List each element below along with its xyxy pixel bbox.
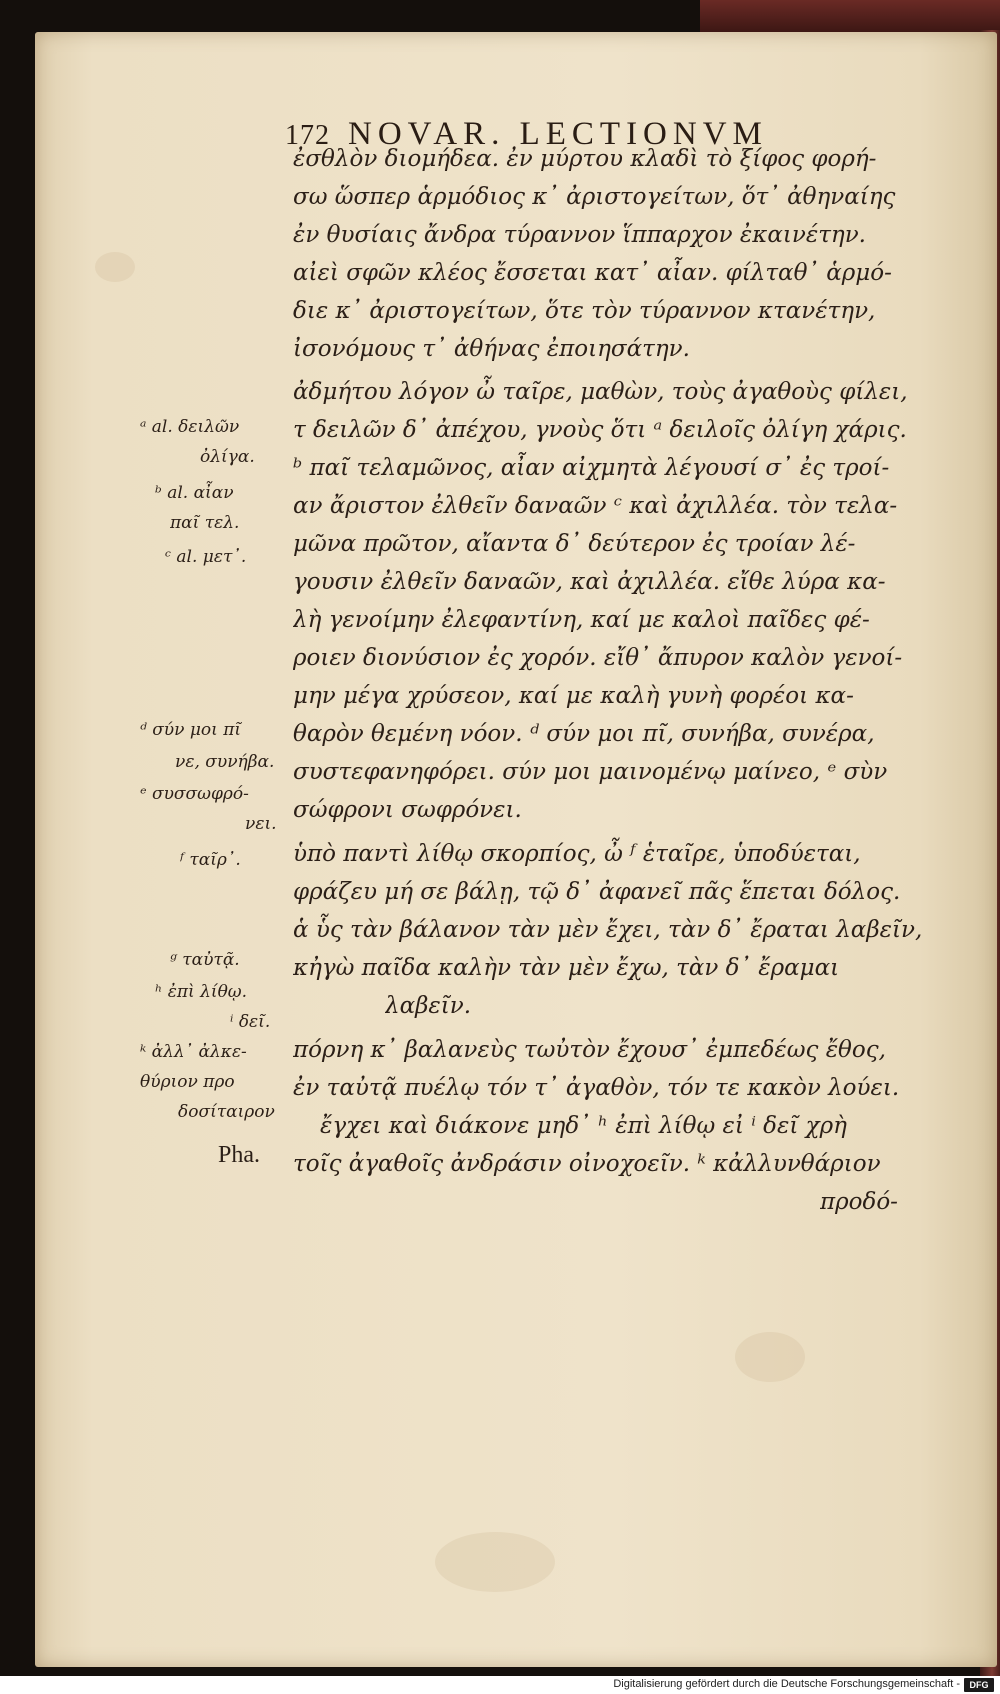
text-line: ἔγχει καὶ διάκονε μηδ᾽ ʰ ἐπὶ λίθῳ εἰ ⁱ δεῖ χρὴ bbox=[320, 1113, 847, 1139]
margin-note: ʰ ἐπὶ λίθῳ. bbox=[155, 982, 248, 1002]
text-line: ἐν θυσίαις ἄνδρα τύραννον ἵππαρχον ἐκαινέτην. bbox=[293, 222, 866, 248]
margin-note: ᵇ al. αἶαν bbox=[155, 483, 234, 503]
footer-bar bbox=[0, 1677, 1000, 1694]
text-line: λαβεῖν. bbox=[385, 993, 472, 1019]
margin-note: ᵈ σύν μοι πῖ bbox=[140, 720, 242, 740]
margin-note: ὀλίγα. bbox=[200, 447, 255, 467]
text-line: γουσιν ἐλθεῖν δαναῶν, καὶ ἀχιλλέα. εἴθε λύρα κα- bbox=[293, 569, 886, 595]
text-line: σώφρονι σωφρόνει. bbox=[293, 797, 522, 823]
text-line: πόρνη κ᾽ βαλανεὺς τωὐτὸν ἔχουσ᾽ ἐμπεδέως ἔθος, bbox=[293, 1037, 886, 1063]
text-line: ἁ ὗς τὰν βάλανον τὰν μὲν ἔχει, τὰν δ᾽ ἔραται λαβεῖν, bbox=[293, 917, 923, 943]
page-stain bbox=[735, 1332, 805, 1382]
text-line: τοῖς ἀγαθοῖς ἀνδράσιν οἰνοχοεῖν. ᵏ κἀλλυνθάριον bbox=[293, 1151, 881, 1177]
text-line: λὴ γενοίμην ἐλεφαντίνη, καί με καλοὶ παῖδες φέ- bbox=[293, 607, 870, 633]
text-line: ᵇ παῖ τελαμῶνος, αἶαν αἰχμητὰ λέγουσί σ᾽ ἐς τροί- bbox=[293, 455, 890, 481]
dfg-logo-icon: DFG bbox=[964, 1678, 994, 1692]
funding-credit: Digitalisierung gefördert durch die Deutsche Forschungsgemeinschaft - bbox=[613, 1678, 960, 1690]
text-line: ὑπὸ παντὶ λίθῳ σκορπίος, ὦ ᶠ ἑταῖρε, ὑποδύεται, bbox=[293, 841, 861, 867]
text-line: αν ἄριστον ἐλθεῖν δαναῶν ᶜ καὶ ἀχιλλέα. τὸν τελα- bbox=[293, 493, 898, 519]
text-line: ἐσθλὸν διομήδεα. ἐν μύρτου κλαδὶ τὸ ξίφος φορή- bbox=[293, 146, 877, 172]
text-line: διε κ᾽ ἀριστογείτων, ὅτε τὸν τύραννον κτανέτην, bbox=[293, 298, 876, 324]
text-line: φράζευ μή σε βάλῃ, τῷ δ᾽ ἀφανεῖ πᾶς ἕπεται δόλος. bbox=[293, 879, 901, 905]
margin-note: ⁱ δεῖ. bbox=[230, 1012, 271, 1032]
margin-note: ᶜ al. μετ᾽. bbox=[165, 547, 247, 567]
text-line: ἰσονόμους τ᾽ ἀθήνας ἐποιησάτην. bbox=[293, 336, 690, 362]
margin-note: ᵍ ταὐτᾷ. bbox=[170, 950, 240, 970]
book-cover-edge bbox=[700, 0, 1000, 34]
margin-note: ᵏ ἀλλ᾽ ἀλκε- bbox=[140, 1042, 247, 1062]
text-line: μῶνα πρῶτον, αἴαντα δ᾽ δεύτερον ἐς τροίαν λέ- bbox=[293, 531, 856, 557]
running-title: NOVAR. LECTIONVM bbox=[348, 116, 768, 152]
page-stain bbox=[95, 252, 135, 282]
margin-note: δοσίταιρον bbox=[178, 1102, 275, 1122]
margin-note: νει. bbox=[245, 814, 277, 834]
margin-note-speaker: Pha. bbox=[218, 1142, 260, 1168]
margin-note: παῖ τελ. bbox=[170, 513, 240, 533]
margin-note: νε, συνήβα. bbox=[175, 752, 275, 772]
text-line: αἰεὶ σφῶν κλέος ἔσσεται κατ᾽ αἶαν. φίλταθ᾽ ἁρμό- bbox=[293, 260, 892, 286]
text-line: ἀδμήτου λόγον ὦ ταῖρε, μαθὼν, τοὺς ἀγαθοὺς φίλει, bbox=[293, 379, 908, 405]
text-line: τ δειλῶν δ᾽ ἀπέχου, γνοὺς ὅτι ᵃ δειλοῖς ὀλίγη χάρις. bbox=[293, 417, 907, 443]
margin-note: θύριον προ bbox=[140, 1072, 235, 1092]
margin-note: ᵉ συσσωφρό- bbox=[140, 784, 249, 804]
margin-note: ᵃ al. δειλῶν bbox=[140, 417, 240, 437]
text-line: συστεφανηφόρει. σύν μοι μαινομένῳ μαίνεο, ᵉ σὺν bbox=[293, 759, 888, 785]
text-line: μην μέγα χρύσεον, καί με καλὴ γυνὴ φορέοι κα- bbox=[293, 683, 854, 709]
text-line: σω ὥσπερ ἁρμόδιος κ᾽ ἀριστογείτων, ὅτ᾽ ἀθηναίης bbox=[293, 184, 896, 210]
text-line: ροιεν διονύσιον ἐς χορόν. εἴθ᾽ ἄπυρον καλὸν γενοί- bbox=[293, 645, 903, 671]
text-line: θαρὸν θεμένη νόον. ᵈ σύν μοι πῖ, συνήβα, συνέρα, bbox=[293, 721, 875, 747]
text-line: ἐν ταὐτᾷ πυέλῳ τόν τ᾽ ἀγαθὸν, τόν τε κακὸν λούει. bbox=[293, 1075, 900, 1101]
page-stain bbox=[435, 1532, 555, 1592]
margin-note: ᶠ ταῖρ᾽. bbox=[180, 850, 241, 870]
text-line: προδό- bbox=[820, 1189, 898, 1215]
text-line: κἠγὼ παῖδα καλὴν τὰν μὲν ἔχω, τὰν δ᾽ ἔραμαι bbox=[293, 955, 840, 981]
page-number: 172 bbox=[285, 120, 330, 151]
